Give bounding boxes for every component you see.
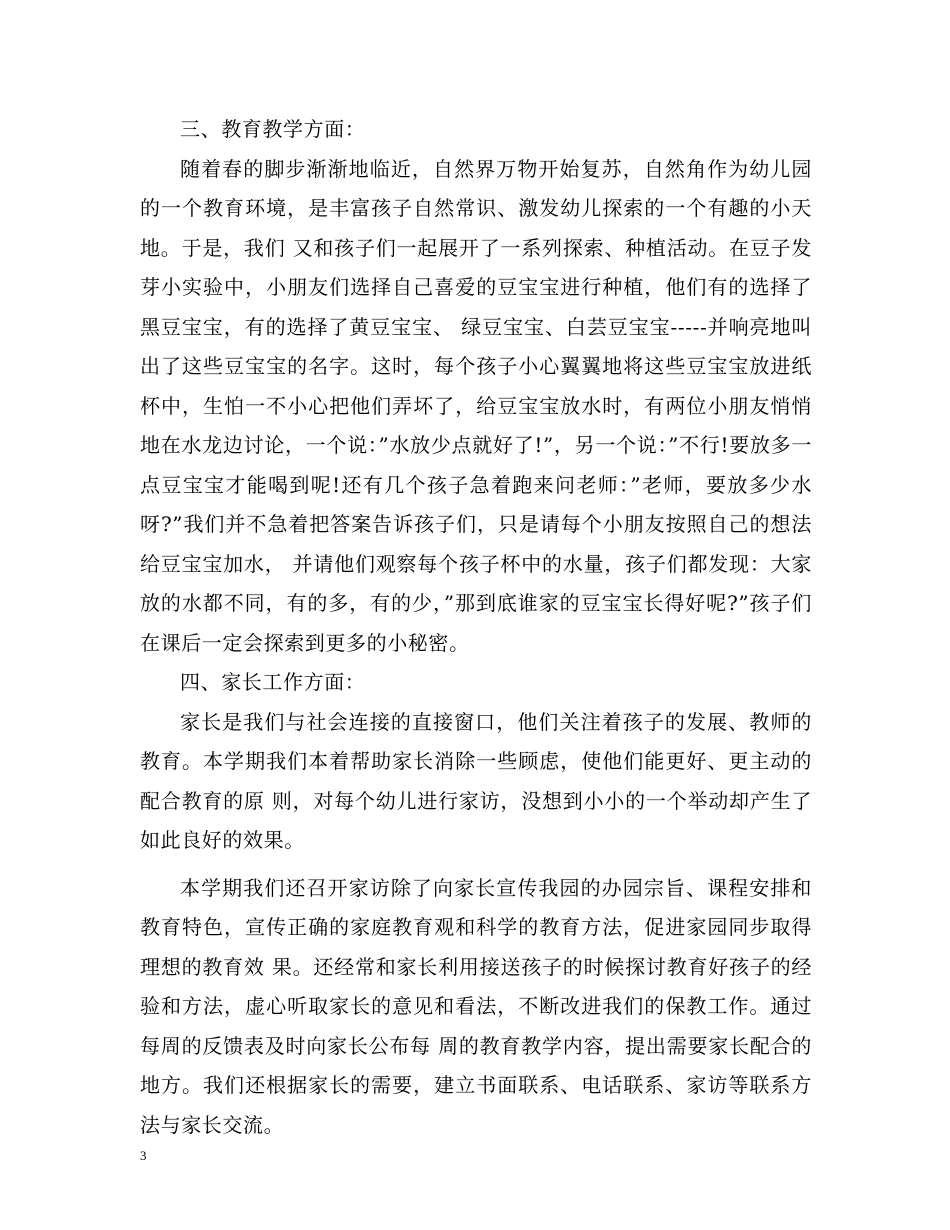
section-heading-education: 三、教育教学方面： — [180, 117, 366, 141]
paragraph-spacer — [140, 861, 812, 869]
section-heading-parents: 四、家长工作方面： — [180, 670, 366, 694]
paragraph-parents-home-visit: 家长是我们与社会连接的直接窗口，他们关注着孩子的发展、教师的教育。本学期我们本着帮助家长消除一些顾虑，使他们能更好、更主动的配合教育的原 则，对每个幼儿进行家访，没想到小小的一个举动却产生了如此良好的效果。 — [140, 709, 812, 852]
paragraph-education-activity: 随着春的脚步渐渐地临近，自然界万物开始复苏，自然角作为幼儿园的一个教育环境，是丰富孩子自然常识、激发幼儿探索的一个有趣的小天地。于是，我们 又和孩子们一起展开了一系列探索、种植活动。在豆子发芽小实验中，小朋友们选择自己喜爱的豆宝宝进行种植，他们有的选择了黑豆宝宝，有的选择了黄豆宝宝、 绿豆宝宝、白芸豆宝宝-----并响亮地叫出了这些豆宝宝的名字。这时，每个孩子小心翼翼地将这些豆宝宝放进纸杯中，生怕一不小心把他们弄坏了，给豆宝宝放水时，有两位小朋友悄悄地在水龙边讨论，一个说：”水放少点就好了!”，另一个说：”不行!要放多一点豆宝宝才能喝到呢!还有几个孩子急着跑来问老师：”老师，要放多少水呀?”我们并不急着把答案告诉孩子们，只是请每个小朋友按照自己的想法给豆宝宝加水， 并请他们观察每个孩子杯中的水量，孩子们都发现：大家放的水都不同，有的多，有的少，”那到底谁家的豆宝宝长得好呢?”孩子们在课后一定会探索到更多的小秘密。 — [140, 156, 812, 655]
page-number: 3 — [140, 1148, 147, 1163]
document-body — [140, 110, 812, 1145]
paragraph-parents-communication: 本学期我们还召开家访除了向家长宣传我园的办园宗旨、课程安排和教育特色，宣传正确的家庭教育观和科学的教育方法，促进家园同步取得理想的教育效 果。还经常和家长利用接送孩子的时候探讨教育好孩子的经验和方法，虚心听取家长的意见和看法，不断改进我们的保教工作。通过每周的反馈表及时向家长公布每 周的教育教学内容，提出需要家长配合的地方。我们还根据家长的需要，建立书面联系、电话联系、家访等联系方法与家长交流。 — [140, 875, 812, 1137]
